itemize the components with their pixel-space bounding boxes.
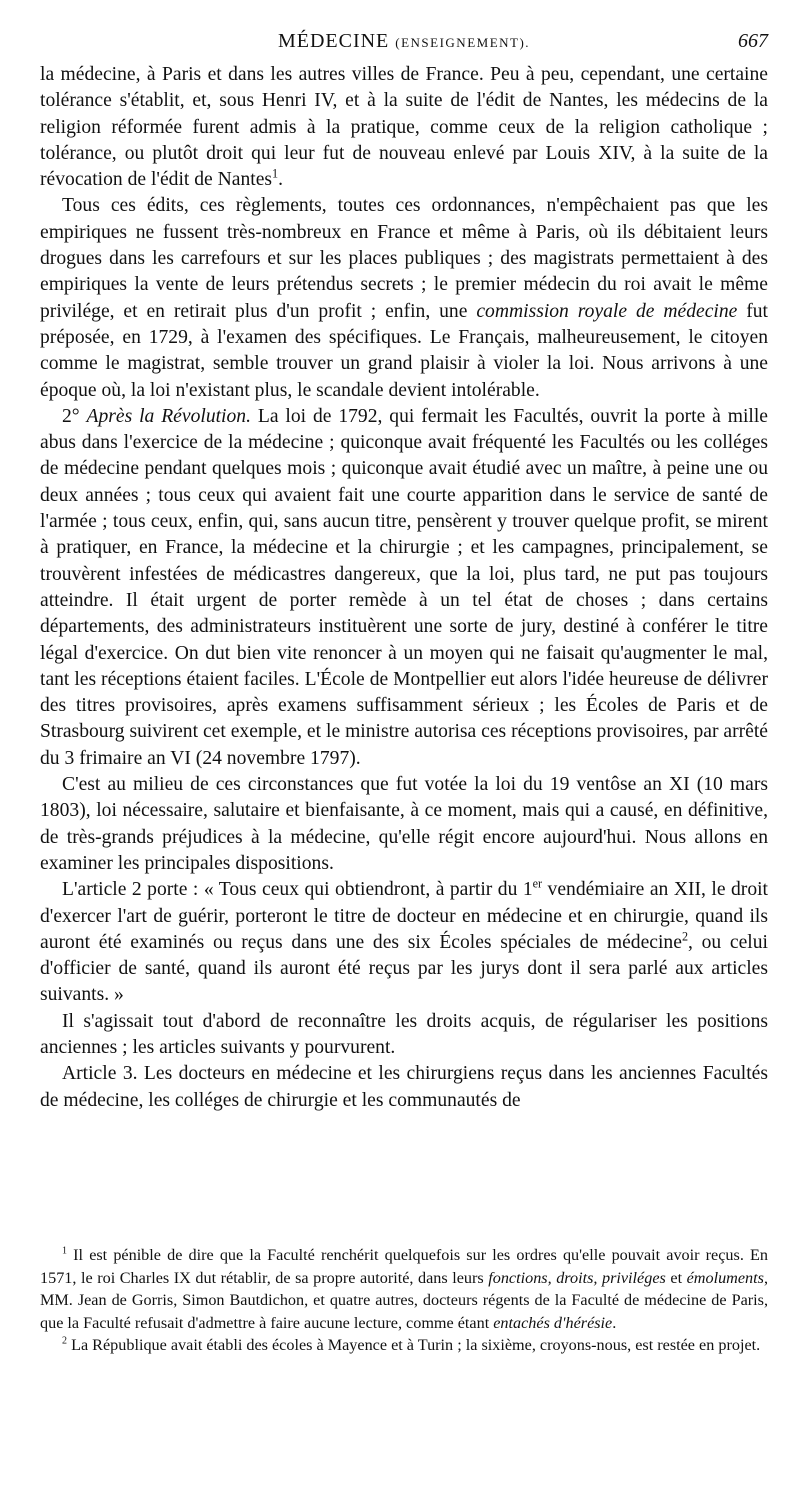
footnote-1-text: Il est pénible de dire que la Faculté renchérit quelquefois sur les ordres qu'elle pouvait avoir reçus. En 1571, le roi Charles IX dut rétablir, de sa propre autorité, dans leurs [40,1246,768,1287]
body-text [40,62,768,1114]
footnote-1-emphasis-1: fonctions, droits, priviléges [488,1268,666,1287]
paragraph-2-emphasis: commission royale de médecine [476,300,738,322]
paragraph-1-end: . [278,169,284,191]
section-heading-after-revolution: Après la Révolution. [86,405,251,427]
footnote-ref-1: 1 [272,166,279,181]
paragraph-4: C'est au milieu de ces circonstances que fut votée la loi du 19 ventôse an XI (10 mars 1803), loi nécessaire, salutaire et bienfaisante, à ce moment, mais qui a causé, en définitive, de très-grands préjudices à la médecine, qu'elle régit encore aujourd'hui. Nous allons en examiner les principales dispositions. [40,774,768,874]
paragraph-1 [40,62,768,193]
footnote-1-text-middle: , MM. Jean de Gorris, Simon Bautdichon, et quatre autres, docteurs régents de la Faculté de médecine de Paris, que la Faculté refusait d'admettre à faire aucune lecture, comme étant [40,1268,768,1332]
running-title [40,30,768,53]
paragraph-3-number: 2° [62,405,87,427]
paragraph-3 [40,404,768,772]
footnote-2-mark: 2 [62,1335,68,1347]
paragraph-1-text: la médecine, à Paris et dans les autres villes de France. Peu à peu, cependant, une certaine tolérance s'établit, et, sous Henri IV, et à la suite de l'édit de Nantes, les médecins de la religion réformée furent admis à la pratique, comme ceux de la religion catholique ; tolérance, ou plutôt droit qui leur fut de nouveau enlevé par Louis XIV, à la suite de la révocation de l'édit de Nantes [40,64,768,191]
paragraph-2-text: Tous ces édits, ces règlements, toutes ces ordonnances, n'empêchaient pas que les empiriques ne fussent très-nombreux en France et même à Paris, où ils débitaient leurs drogues dans les carrefours et sur les places publiques ; des magistrats permettaient à des empiriques la vente de leurs prétendus secrets ; le premier médecin du roi avait le même privilége, et en retirait plus d'un profit ; enfin, une [40,195,768,322]
paragraph-5-text-end: , ou celui d'officier de santé, quand ils auront été reçus par les jurys dont il sera parlé aux articles suivants. » [40,931,768,1006]
footnote-1 [40,1244,768,1334]
paragraph-2-text-end: fut préposée, en 1729, à l'examen des spécifiques. Le Français, malheureusement, le citoyen comme le magistrat, semble trouver un grand plaisir à violer la loi. Nous arrivons à une époque où, la loi n'existant plus, le scandale devient intolérable. [40,300,768,401]
paragraph-6: Il s'agissait tout d'abord de reconnaître les droits acquis, de régulariser les positions anciennes ; les articles suivants y pourvurent. [40,1010,768,1058]
footnotes [40,1244,768,1357]
paragraph-3-text: La loi de 1792, qui fermait les Facultés, ouvrit la porte à mille abus dans l'exercice de la médecine ; quiconque avait fréquenté les Facultés ou les colléges de médecine pendant quelques mois ; quiconque avait étudié avec un maître, à peine une ou deux années ; tous ceux qui avaient fait une courte apparition dans le service de santé de l'armée ; tous ceux, enfin, qui, sans aucun titre, pensèrent y trouver quelque profit, se mirent à pratiquer, en France, la médecine et la chirurgie ; et les campagnes, principalement, se trouvèrent infestées de médicastres dangereux, que la loi, plus tard, ne put pas toujours atteindre. Il était urgent de porter remède à un tel état de choses ; dans certains départements, des administrateurs instituèrent une sorte de jury, destiné à conférer le titre légal d'exercice. On dut bien vite renoncer à un moyen qui ne faisait qu'augmenter le mal, tant les réceptions étaient faciles. L'École de Montpellier eut alors l'idée heureuse de délivrer des titres provisoires, après examens suffisamment sérieux ; les Écoles de Paris et de Strasbourg suivirent cet exemple, et le ministre autorisa ces réceptions provisoires, par arrêté du 3 frimaire an VI (24 novembre 1797). [40,405,769,769]
footnote-1-conj: et [665,1268,687,1287]
paragraph-2 [40,193,768,403]
footnote-1-end: . [612,1313,617,1332]
running-title-main: MÉDECINE [277,30,390,52]
footnote-ref-2: 2 [681,929,689,944]
page-header [40,30,768,60]
paragraph-7: Article 3. Les docteurs en médecine et les chirurgiens reçus dans les anciennes Facultés de médecine, les colléges de chirurgie et les communautés de [40,1063,768,1111]
footnote-2 [40,1334,768,1357]
paragraph-5-text: L'article 2 porte : « Tous ceux qui obtiendront, à partir du 1 [62,879,533,901]
ordinal-superscript: er [532,876,543,891]
paragraph-5-text-middle: vendémiaire an XII, le droit d'exercer l'art de guérir, porteront le titre de docteur en médecine et en chirurgie, quand ils auront été examinés ou reçus dans une des six Écoles spéciales de médecine [40,879,769,953]
footnote-1-emphasis-2: émoluments [686,1268,764,1287]
page-number: 667 [738,30,768,52]
footnote-2-text: La République avait établi des écoles à Mayence et à Turin ; la sixième, croyons-nous, est restée en projet. [67,1336,761,1355]
footnote-1-mark: 1 [62,1245,68,1257]
footnote-1-emphasis-3: entachés d'hérésie [493,1313,613,1332]
running-title-sub: (ENSEIGNEMENT). [395,35,531,50]
paragraph-5 [40,877,768,1008]
